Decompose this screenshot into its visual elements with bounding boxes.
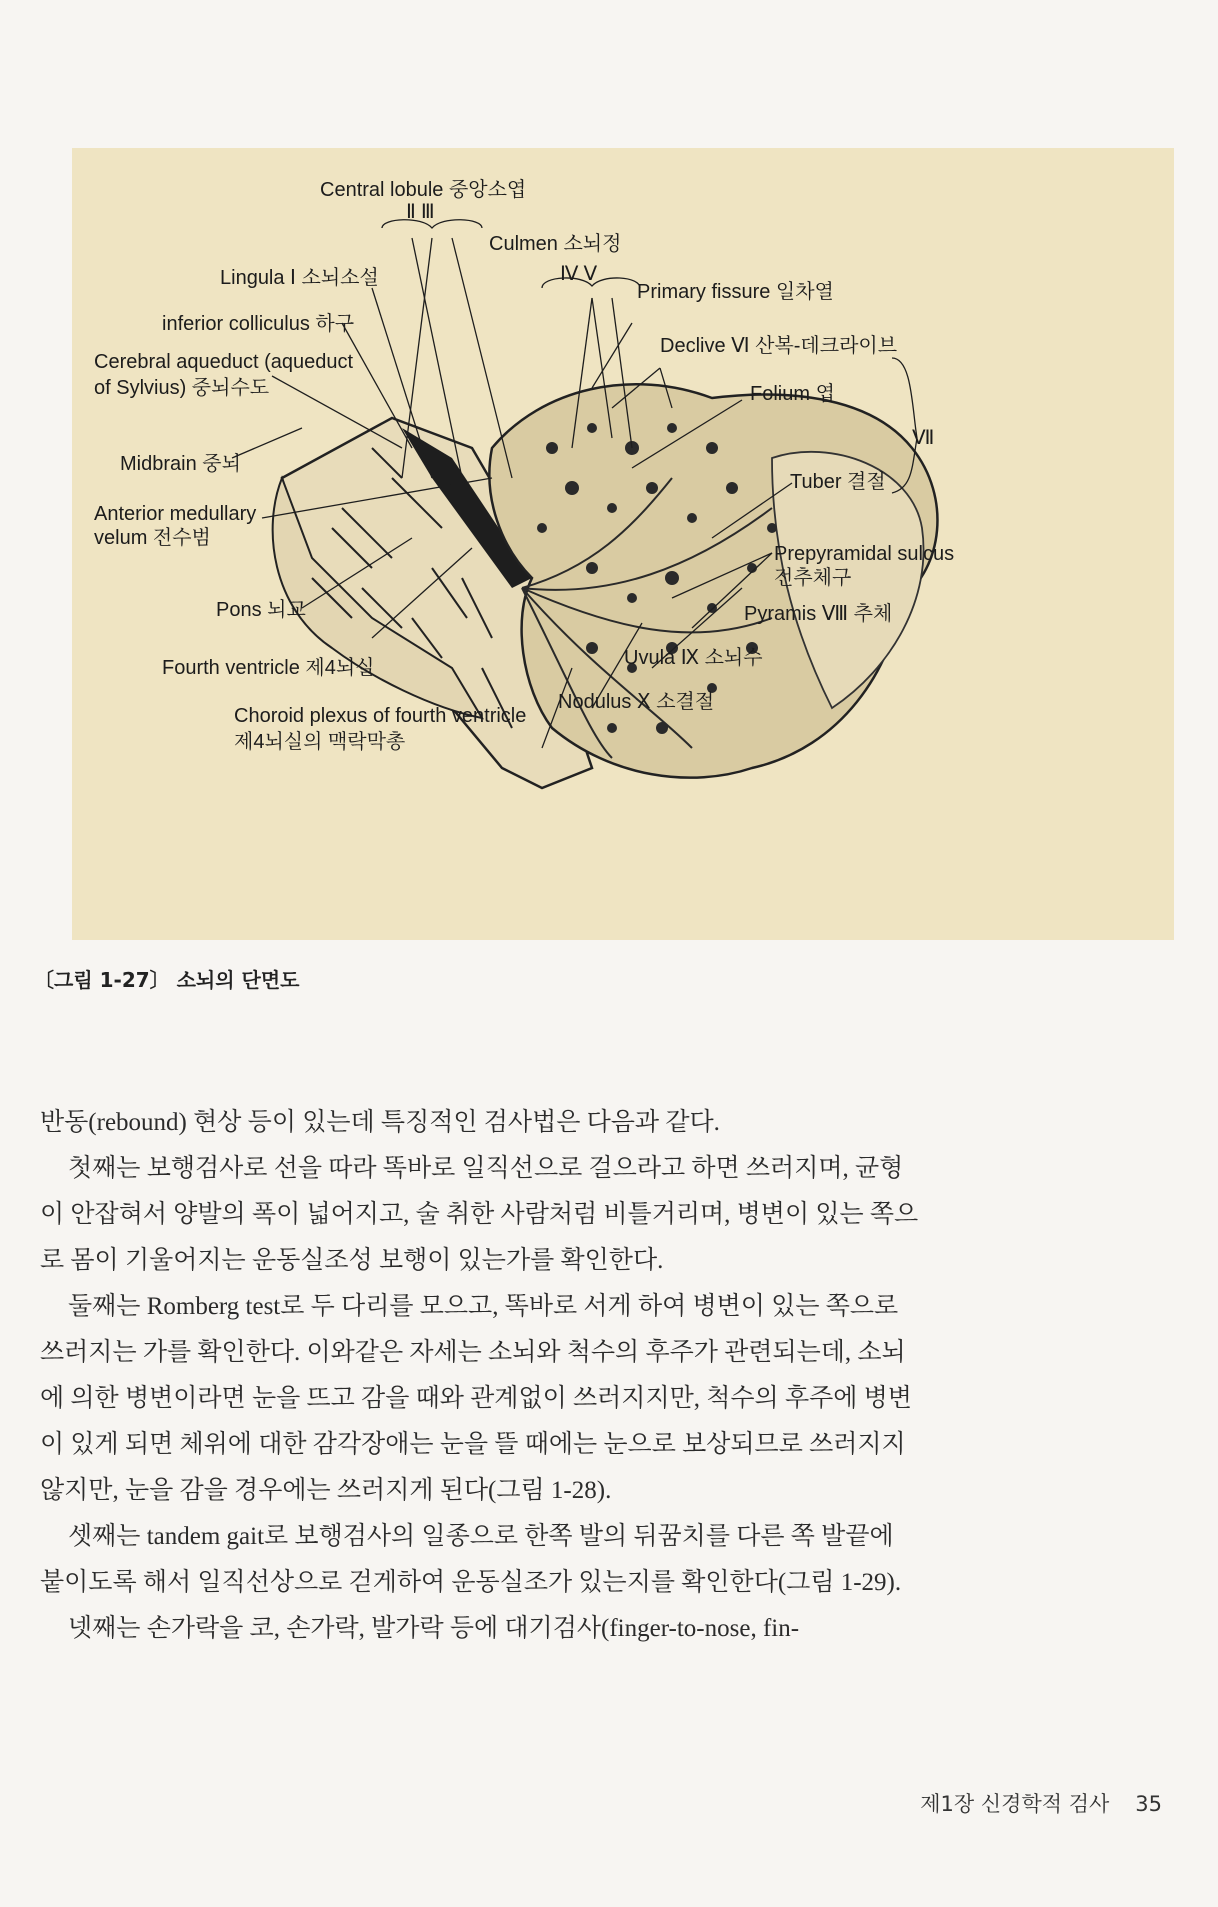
label-ii-iii: Ⅱ Ⅲ (406, 201, 435, 223)
label-cerebral-aqueduct-1: Cerebral aqueduct (aqueduct (94, 351, 354, 373)
label-pyramis: Pyramis Ⅷ 추체 (744, 603, 893, 625)
label-nodulus: Nodulus Ⅹ 소결절 (558, 691, 715, 713)
label-culmen: Culmen 소뇌정 (489, 233, 622, 255)
paragraph: 셋째는 tandem gait로 보행검사의 일종으로 한쪽 발의 뒤꿈치를 다른 쪽 발끝에 붙이도록 해서 일직선상으로 걷게하여 운동실조가 있는지를 확인한다(그림 1-29). (40, 1523, 902, 1596)
label-midbrain: Midbrain 중뇌 (120, 453, 241, 475)
label-prepyramidal-1: Prepyramidal sulcus (774, 543, 955, 565)
label-pons: Pons 뇌교 (216, 599, 306, 621)
label-iv-v: Ⅳ Ⅴ (560, 263, 598, 285)
label-folium: Folium 엽 (750, 383, 835, 405)
label-central-lobule: Central lobule 중앙소엽 (320, 179, 527, 201)
label-anterior-medullary-2: velum 전수범 (94, 527, 211, 549)
figure-caption: 〔그림 1-27〕 소뇌의 단면도 (34, 968, 300, 992)
label-choroid-2: 제4뇌실의 맥락막총 (234, 731, 406, 753)
label-uvula: Uvula Ⅸ 소뇌수 (624, 647, 763, 669)
cerebellum-figure (72, 148, 1174, 940)
paragraph: 반동(rebound) 현상 등이 있는데 특징적인 검사법은 다음과 같다. (40, 1109, 720, 1136)
chapter-title: 제1장 신경학적 검사 (920, 1792, 1110, 1816)
page-number: 35 (1135, 1792, 1162, 1816)
label-primary-fissure: Primary fissure 일차열 (637, 281, 834, 303)
paragraph: 첫째는 보행검사로 선을 따라 똑바로 일직선으로 걸으라고 하면 쓰러지며, 균형이 안잡혀서 양발의 폭이 넓어지고, 술 취한 사람처럼 비틀거리며, 병변이 있는 쪽으로 몸이 기울어지는 운동실조성 보행이 있는가를 확인한다. (40, 1155, 919, 1274)
label-anterior-medullary-1: Anterior medullary (94, 503, 257, 525)
label-lingula: Lingula Ⅰ 소뇌소설 (220, 267, 379, 289)
body-text (40, 1100, 920, 1652)
label-tuber: Tuber 결절 (790, 471, 886, 493)
cerebellum-diagram (72, 148, 1174, 940)
label-vii: Ⅶ (912, 427, 935, 449)
label-choroid-1: Choroid plexus of fourth ventricle (234, 705, 527, 727)
label-cerebral-aqueduct-2: of Sylvius) 중뇌수도 (94, 377, 270, 399)
label-prepyramidal-2: 전추체구 (774, 567, 852, 589)
page-footer (892, 1788, 1162, 1818)
label-fourth-ventricle: Fourth ventricle 제4뇌실 (162, 657, 375, 679)
label-inferior-colliculus: inferior colliculus 하구 (162, 313, 355, 335)
label-declive: Declive Ⅵ 산복-데크라이브 (660, 335, 898, 357)
paragraph: 둘째는 Romberg test로 두 다리를 모으고, 똑바로 서게 하여 병변이 있는 쪽으로 쓰러지는 가를 확인한다. 이와같은 자세는 소뇌와 척수의 후주가 관련되는데, 소뇌에 의한 병변이라면 눈을 뜨고 감을 때와 관계없이 쓰러지지만, 척수의 후주에 병변이 있게 되면 체위에 대한 감각장애는 눈을 뜰 때에는 눈으로 보상되므로 쓰러지지 않지만, 눈을 감을 경우에는 쓰러지게 된다(그림 1-28). (40, 1293, 912, 1504)
paragraph: 넷째는 손가락을 코, 손가락, 발가락 등에 대기검사(finger-to-nose, fin- (68, 1615, 800, 1642)
